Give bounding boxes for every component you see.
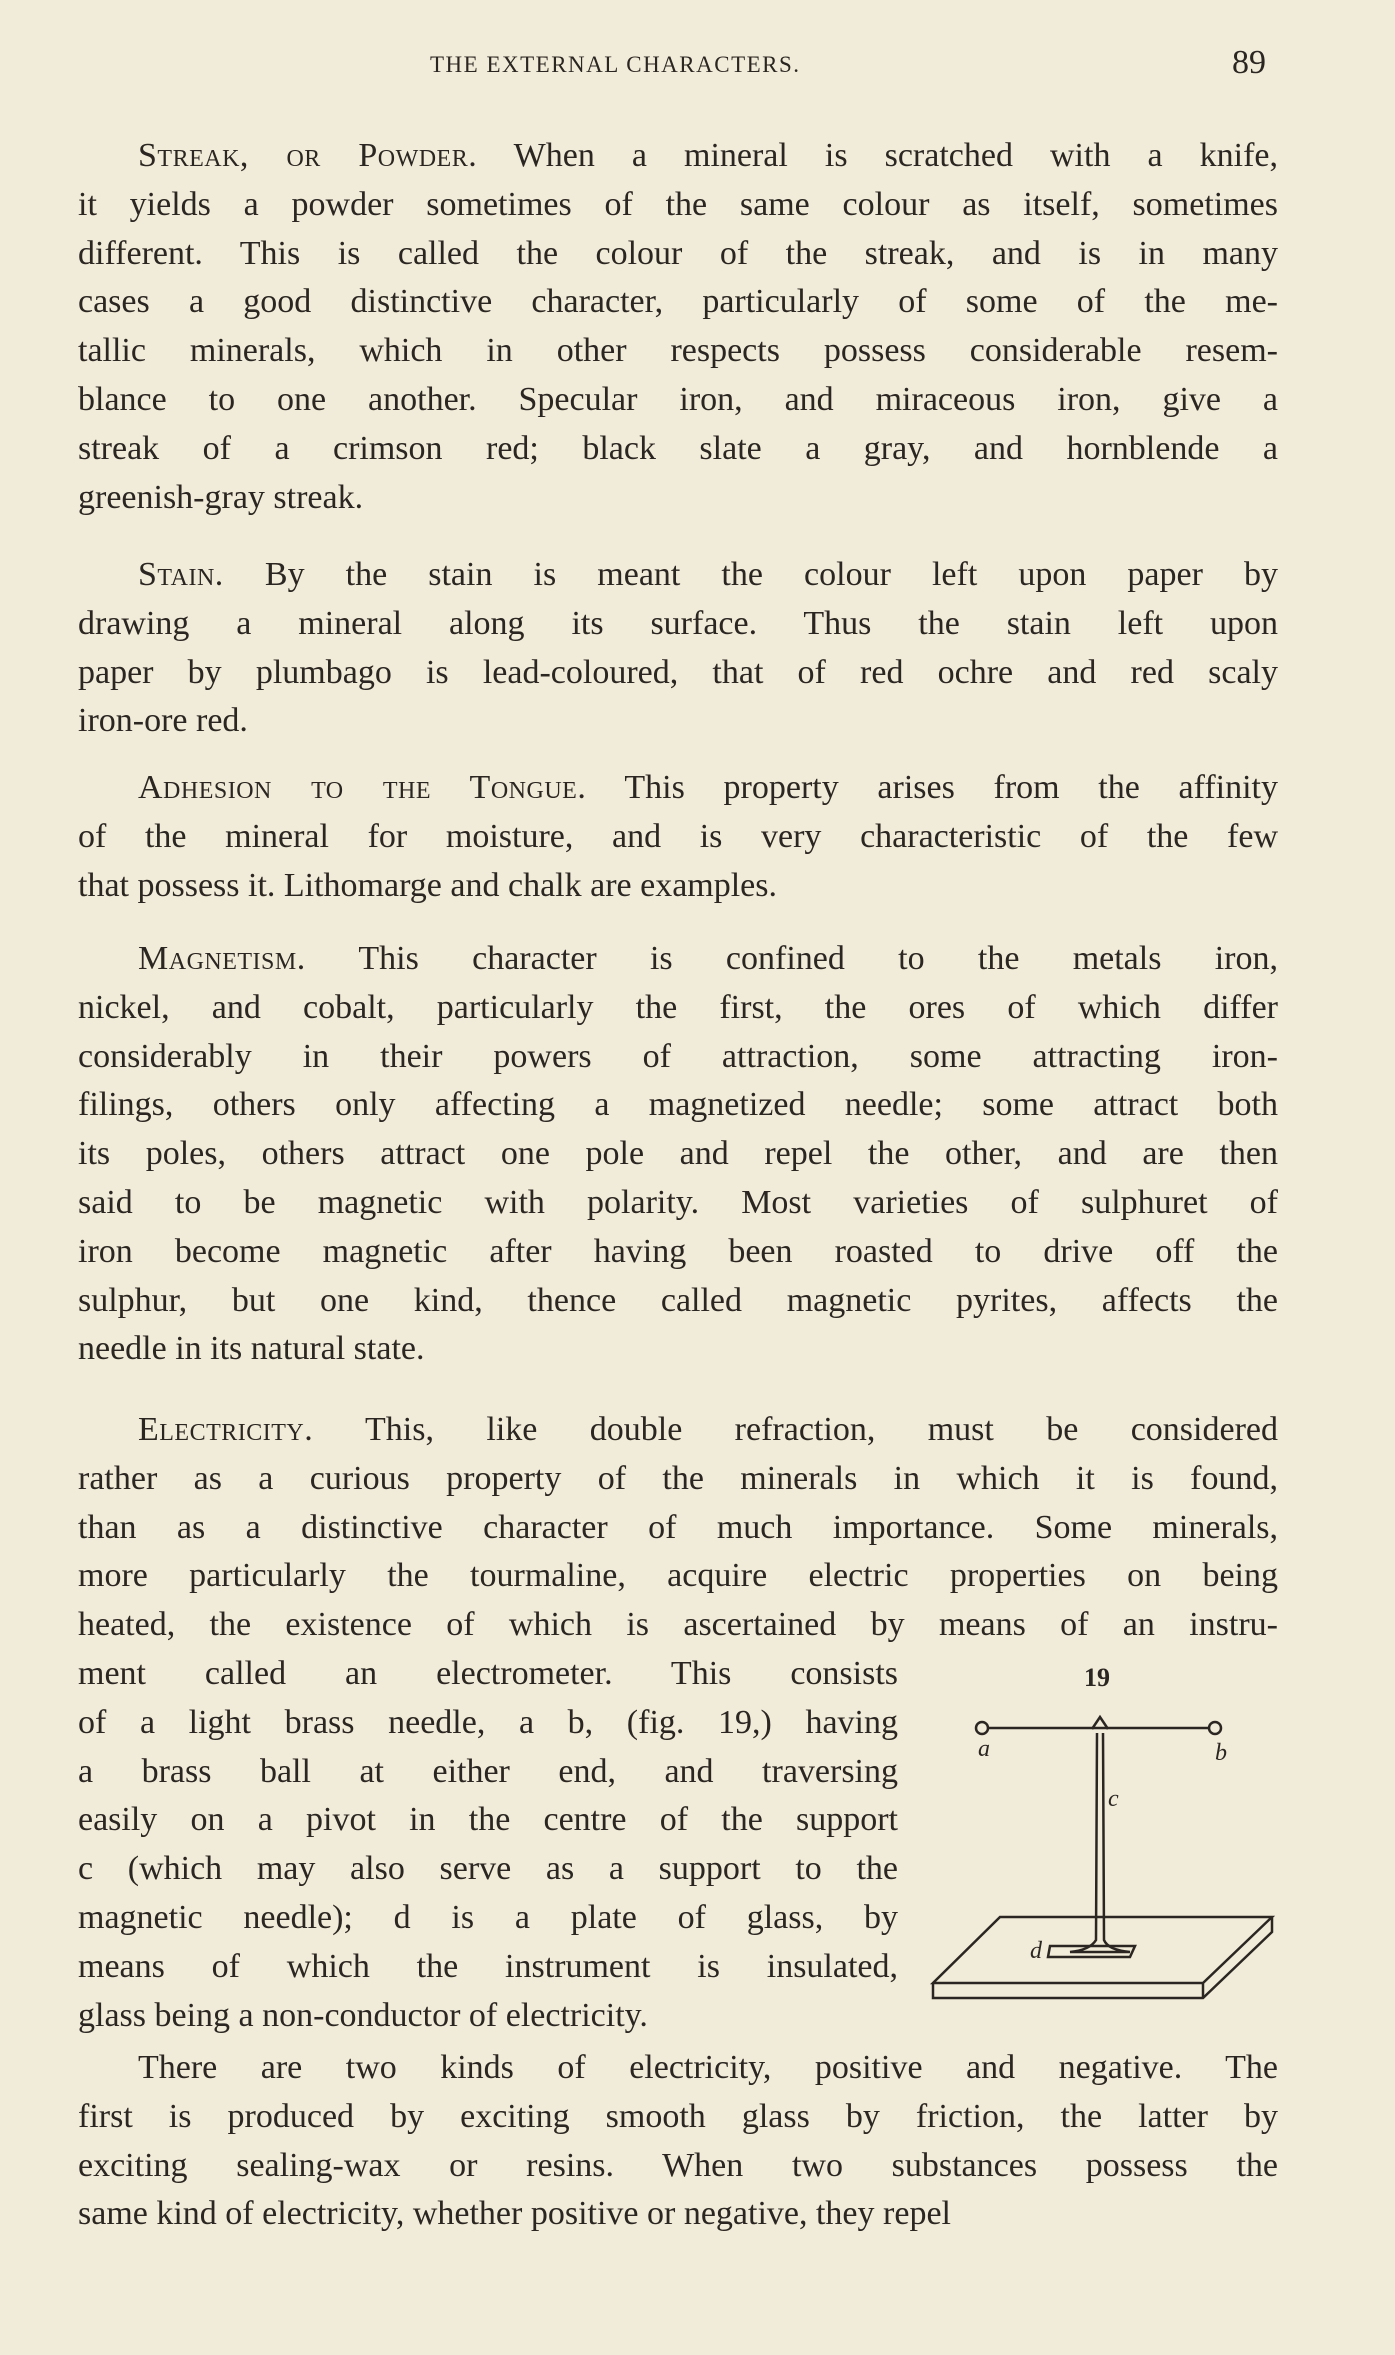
line-text: of the mineral for moisture, and is very characteristic of the few [78,817,1278,855]
paragraph-heading: Stain. [138,556,224,593]
line-text: sulphur, but one kind, thence called magnetic pyrites, affects the [78,1281,1278,1319]
paragraph-heading: Streak, or Powder. [138,137,478,174]
line-text: same kind of electricity, whether positive or negative, they repel [78,2195,951,2233]
line-text: ment called an electrometer. This consists [78,1654,898,1692]
line-text: rather as a curious property of the minerals in which it is found, [78,1459,1278,1497]
ball-a [976,1722,988,1734]
line-text: This character is confined to the metals iron, [305,940,1278,977]
line-text: This, like double refraction, must be considered [313,1411,1278,1448]
line-text: filings, others only affecting a magnetized needle; some attract both [78,1086,1278,1124]
line-text: drawing a mineral along its surface. Thus the stain left upon [78,604,1278,642]
line-text: of a light brass needle, a b, (fig. 19,) having [78,1703,898,1741]
line-text: easily on a pivot in the centre of the support [78,1801,898,1839]
line-text: iron become magnetic after having been roasted to drive off the [78,1232,1278,1270]
label-d: d [1030,1938,1042,1964]
figure-number: 19 [1084,1663,1110,1692]
line-text: nickel, and cobalt, particularly the first, the ores of which differ [78,988,1278,1026]
paragraph-heading: Adhesion to the Tongue. [138,769,587,806]
line-text: its poles, others attract one pole and repel the other, and are then [78,1135,1278,1173]
paragraph-heading: Magnetism. [138,940,306,977]
line-text: heated, the existence of which is ascertained by means of an instru- [78,1606,1278,1644]
line-text: This property arises from the affinity [586,769,1278,806]
page-number: 89 [1232,44,1266,81]
running-title: THE EXTERNAL CHARACTERS. [430,52,801,77]
line-text: more particularly the tourmaline, acquire electric properties on being [78,1557,1278,1595]
line-text: it yields a powder sometimes of the same colour as itself, sometimes [78,185,1278,223]
line-text: paper by plumbago is lead-coloured, that of red ochre and red scaly [78,653,1278,691]
line-text: c (which may also serve as a support to the [78,1850,898,1888]
support-post [1070,1733,1130,1952]
line-text: glass being a non-conductor of electricity. [78,1996,648,2034]
line-text: iron-ore red. [78,702,248,740]
line-text: streak of a crimson red; black slate a gray, and hornblende a [78,429,1278,467]
line-text: blance to one another. Specular iron, and miraceous iron, give a [78,380,1278,418]
label-c: c [1108,1786,1119,1812]
line-text: that possess it. Lithomarge and chalk are examples. [78,866,778,904]
line-text: magnetic needle); d is a plate of glass, by [78,1898,898,1936]
line-text: By the stain is meant the colour left upon paper by [223,556,1278,593]
ball-b [1209,1722,1221,1734]
line-text: exciting sealing-wax or resins. When two substances possess the [78,2146,1278,2184]
line-text: There are two kinds of electricity, positive and negative. The [138,2049,1278,2086]
line-text: different. This is called the colour of the streak, and is in many [78,234,1278,272]
line-text: When a mineral is scratched with a knife, [477,137,1278,174]
line-text: greenish-gray streak. [78,478,364,516]
label-b: b [1215,1740,1227,1766]
line-text: means of which the instrument is insulated, [78,1947,898,1985]
line-text: a brass ball at either end, and traversing [78,1752,898,1790]
line-text: cases a good distinctive character, particularly of some of the me- [78,283,1278,321]
line-text: needle in its natural state. [78,1330,425,1368]
line-text: than as a distinctive character of much importance. Some minerals, [78,1508,1278,1546]
label-a: a [978,1736,990,1762]
line-text: said to be magnetic with polarity. Most varieties of sulphuret of [78,1183,1278,1221]
line-text: tallic minerals, which in other respects possess considerable resem- [78,332,1278,370]
line-text: first is produced by exciting smooth glass by friction, the latter by [78,2097,1278,2135]
line-text: considerably in their powers of attraction, some attracting iron- [78,1037,1278,1075]
paragraph-heading: Electricity. [138,1411,314,1448]
